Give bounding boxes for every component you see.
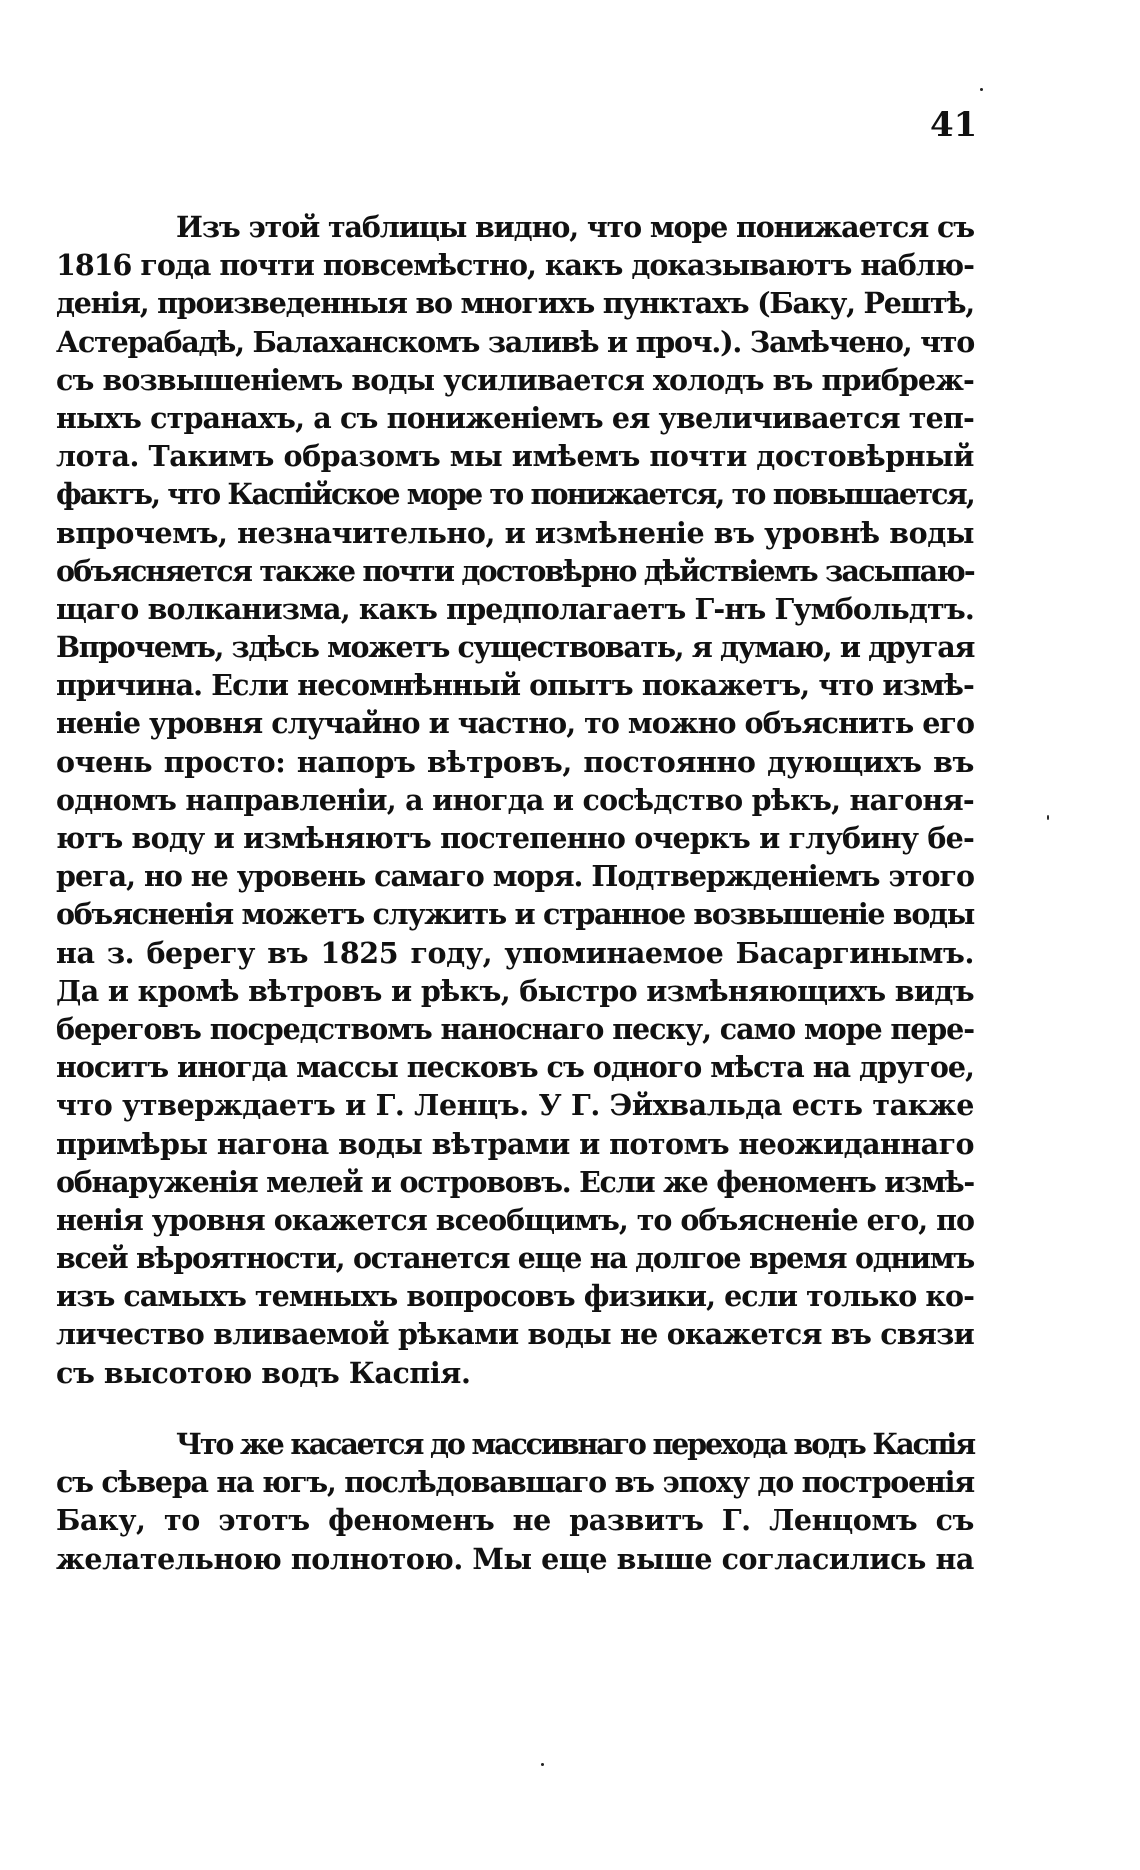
text-line: ютъ воду и измѣняютъ постепенно очеркъ и глубину бе- [56, 821, 974, 855]
text-line: съ высотою водъ Каспія. [56, 1355, 471, 1390]
text-line: одномъ направленіи, а иногда и сосѣдство рѣкъ, нагоня- [56, 782, 974, 817]
text-line: Что же касается до массивнаго перехода водъ Каспія [176, 1427, 974, 1461]
text-line: Баку, то этотъ феноменъ не развитъ Г. Ленцомъ съ [56, 1503, 974, 1538]
text-line: изъ самыхъ темныхъ вопросовъ физики, если только ко- [56, 1279, 974, 1314]
text-line: объясняется также почти достовѣрно дѣйствіемъ засыпаю- [56, 553, 974, 588]
text-line: неніе уровня случайно и частно, то можно объяснить его [56, 706, 974, 741]
text-line: фактъ, что Каспійское море то понижается, то повышается, [56, 477, 974, 512]
text-line: на з. берегу въ 1825 году, упоминаемое Басаргинымъ. [56, 935, 974, 970]
text-line: лота. Такимъ образомъ мы имѣемъ почти достовѣрный [56, 439, 974, 474]
text-line: впрочемъ, незначительно, и измѣненіе въ уровнѣ воды [56, 515, 974, 550]
text-line: Впрочемъ, здѣсь можетъ существовать, я думаю, и другая [56, 630, 974, 665]
text-line: носитъ иногда массы песковъ съ одного мѣста на другое, [56, 1050, 974, 1085]
text-line: денія, произведенныя во многихъ пунктахъ (Баку, Рештѣ, [56, 286, 974, 321]
page-number: 41 [930, 105, 978, 145]
ink-speck [1047, 815, 1049, 820]
text-line: желательною полнотою. Мы еще выше согласились на [56, 1541, 974, 1576]
paragraph-2 [56, 1425, 974, 1578]
text-line: ненія уровня окажется всеобщимъ, то объясненіе его, по [56, 1202, 975, 1237]
text-line: очень просто: напоръ вѣтровъ, постоянно дующихъ въ [56, 744, 974, 779]
text-line: причина. Если несомнѣнный опытъ покажетъ, что измѣ- [56, 668, 974, 703]
text-line: всей вѣроятности, останется еще на долгое время однимъ [56, 1241, 974, 1276]
ink-speck [541, 1763, 544, 1766]
text-line: ныхъ странахъ, а съ пониженіемъ ея увеличивается теп- [56, 400, 974, 435]
text-line: обнаруженія мелей и острововъ. Если же феноменъ измѣ- [56, 1164, 974, 1199]
text-line: съ сѣвера на югъ, послѣдовавшаго въ эпоху до построенія [56, 1465, 974, 1500]
text-line: примѣры нагона воды вѣтрами и потомъ неожиданнаго [56, 1126, 974, 1161]
text-line: рега, но не уровень самаго моря. Подтвержденіемъ этого [56, 859, 974, 894]
text-line: Да и кромѣ вѣтровъ и рѣкъ, быстро измѣняющихъ видъ [56, 973, 974, 1008]
ink-speck [980, 88, 983, 91]
text-line: Астерабадѣ, Балаханскомъ заливѣ и проч.). Замѣчено, что [56, 324, 974, 359]
text-line: личество вливаемой рѣками воды не окажется въ связи [56, 1317, 974, 1352]
text-line: Изъ этой таблицы видно, что море понижается съ [176, 210, 974, 244]
text-line: съ возвышеніемъ воды усиливается холодъ въ прибреж- [56, 362, 974, 397]
text-line: 1816 года почти повсемѣстно, какъ доказываютъ наблю- [56, 248, 974, 283]
text-line: объясненія можетъ служить и странное возвышеніе воды [56, 897, 974, 932]
paragraph-1 [56, 208, 974, 1392]
text-line: что утверждаетъ и Г. Ленцъ. У Г. Эйхвальда есть также [56, 1088, 974, 1123]
text-line: береговъ посредствомъ наноснаго песку, само море пере- [56, 1011, 974, 1046]
text-line: щаго волканизма, какъ предполагаетъ Г-нъ Гумбольдтъ. [56, 591, 974, 626]
